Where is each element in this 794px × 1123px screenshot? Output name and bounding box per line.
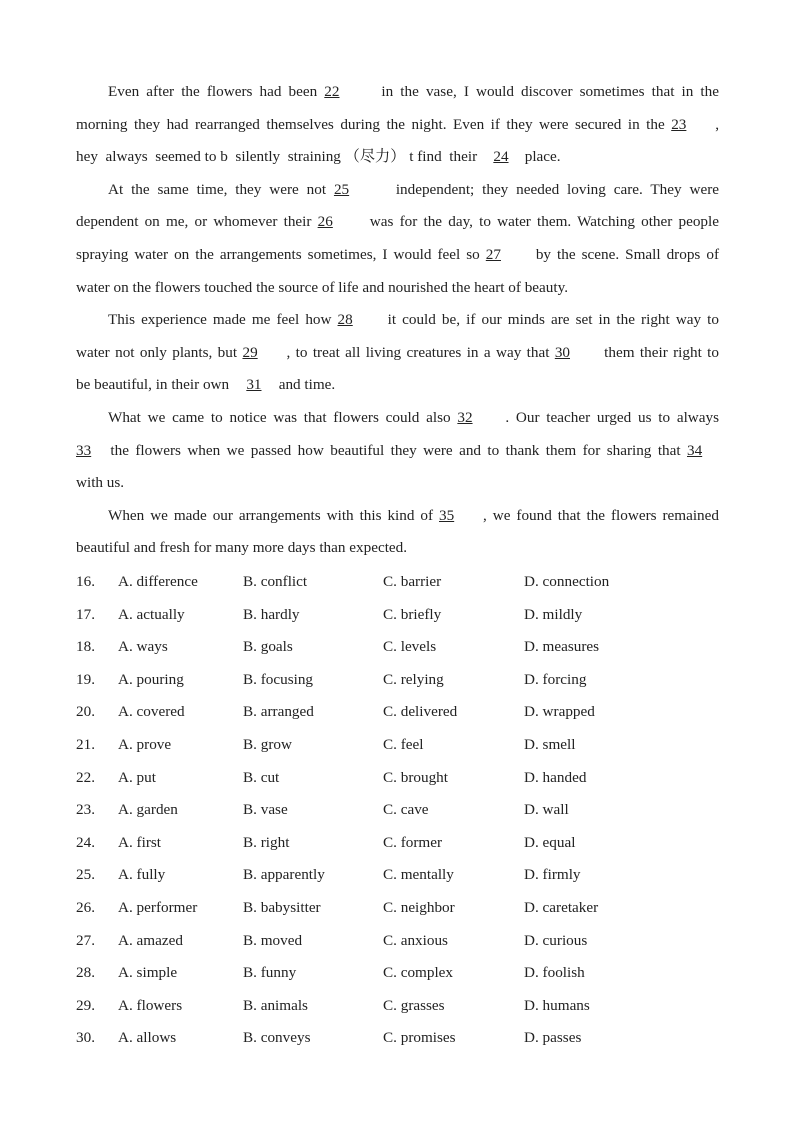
option-d: D. mildly (524, 605, 583, 623)
passage-text: them their right to (598, 343, 719, 361)
option-b: B. goals (243, 638, 293, 656)
passage-text: spraying water on the arrangements sometimes, I would feel so (76, 245, 486, 263)
question-options-row (76, 664, 736, 697)
option-b: B. cut (243, 768, 280, 786)
option-c: C. brought (383, 768, 448, 786)
option-d: D. curious (524, 931, 588, 949)
answer-blank: 34 (687, 441, 703, 459)
option-c: C. delivered (383, 703, 458, 721)
option-d: D. foolish (524, 964, 585, 982)
passage-text: morning they had rearranged themselves during the night. Even if they were secured in the (76, 115, 672, 133)
option-d: D. smell (524, 735, 576, 753)
question-number: 30. (76, 1029, 95, 1047)
passage-text: dependent on me, or whomever their (76, 213, 318, 231)
option-b: B. right (243, 833, 290, 851)
question-number: 26. (76, 898, 95, 916)
reading-passage (76, 76, 719, 565)
answer-blank: 26 (317, 213, 333, 231)
option-b: B. moved (243, 931, 303, 949)
question-options-row (76, 827, 736, 860)
option-c: C. barrier (383, 573, 442, 590)
question-number: 18. (76, 638, 95, 656)
option-c: C. neighbor (383, 898, 455, 916)
option-a: A. garden (118, 801, 178, 819)
answer-blank: 30 (554, 343, 570, 361)
question-number: 29. (76, 996, 95, 1014)
option-c: C. briefly (383, 605, 442, 623)
option-c: C. cave (383, 801, 429, 819)
option-b: B. babysitter (243, 898, 321, 916)
passage-text: be beautiful, in their own (76, 376, 233, 394)
option-d: D. humans (524, 996, 590, 1014)
option-a: A. performer (118, 898, 198, 916)
option-c: C. feel (383, 735, 424, 753)
answer-blank: 24 (493, 148, 509, 166)
passage-text: by the scene. Small drops of (529, 245, 720, 263)
passage-text: hey always seemed to b silently straining （尽力） t find their (76, 148, 481, 166)
option-a: A. amazed (118, 931, 183, 949)
option-c: C. former (383, 833, 443, 851)
option-d: D. connection (524, 573, 610, 590)
passage-text: water on the flowers touched the source of life and nourished the heart of beauty. (76, 278, 569, 296)
answer-blank: 25 (333, 180, 350, 198)
passage-text: When we made our arrangements with this kind of (108, 506, 439, 524)
option-b: B. hardly (243, 605, 300, 623)
option-c: C. relying (383, 670, 444, 688)
question-number: 20. (76, 703, 95, 721)
answer-blank: 32 (457, 408, 473, 426)
passage-line (76, 109, 719, 142)
passage-text: and time. (274, 376, 336, 394)
option-a: A. simple (118, 964, 178, 982)
option-d: D. caretaker (524, 898, 599, 916)
passage-line (76, 141, 719, 174)
option-b: B. apparently (243, 866, 325, 884)
question-number: 19. (76, 670, 95, 688)
passage-line (76, 435, 719, 468)
option-a: A. pouring (118, 670, 184, 688)
passage-text: was for the day, to water them. Watching other people (363, 213, 719, 231)
option-a: A. put (118, 768, 156, 786)
option-a: A. allows (118, 1029, 177, 1047)
passage-line (76, 272, 719, 305)
passage-text: , to treat all living creatures in a way that (286, 343, 555, 361)
passage-text: At the same time, they were not (108, 180, 334, 198)
option-c: C. mentally (383, 866, 454, 884)
question-options-row (76, 794, 736, 827)
passage-text: in the vase, I would discover sometimes that in the (374, 83, 719, 100)
answer-blank: 23 (671, 115, 687, 133)
question-number: 25. (76, 866, 95, 884)
passage-text: with us. (76, 474, 125, 492)
passage-line (76, 500, 719, 533)
passage-text: , (715, 115, 719, 133)
passage-text: it could be, if our minds are set in the right way to (381, 311, 719, 329)
passage-line (76, 402, 719, 435)
passage-line (76, 76, 719, 109)
passage-text: water not only plants, but (76, 343, 243, 361)
answer-blank: 29 (242, 343, 258, 361)
passage-text: independent; they needed loving care. They were (387, 180, 719, 198)
passage-text: What we came to notice was that flowers could also (108, 408, 458, 426)
answer-blank: 22 (324, 83, 340, 100)
option-d: D. wall (524, 801, 569, 819)
passage-line (76, 532, 719, 565)
question-options-row (76, 631, 736, 664)
answer-blank: 33 (76, 441, 92, 459)
question-options-row (76, 599, 736, 632)
option-a: A. difference (118, 573, 198, 590)
option-d: D. measures (524, 638, 600, 656)
passage-line (76, 369, 719, 402)
question-options-row (76, 925, 736, 958)
option-d: D. handed (524, 768, 587, 786)
answer-options-list (76, 566, 736, 1055)
option-d: D. passes (524, 1029, 582, 1047)
answer-blank: 27 (485, 245, 501, 263)
passage-line (76, 206, 719, 239)
question-options-row (76, 892, 736, 925)
passage-line (76, 174, 719, 207)
question-options-row (76, 729, 736, 762)
option-c: C. anxious (383, 931, 448, 949)
option-b: B. grow (243, 735, 292, 753)
question-options-row (76, 566, 736, 599)
question-number: 27. (76, 931, 95, 949)
passage-text: This experience made me feel how (108, 311, 338, 329)
option-a: A. fully (118, 866, 166, 884)
question-options-row (76, 859, 736, 892)
option-a: A. covered (118, 703, 185, 721)
option-c: C. levels (383, 638, 437, 656)
passage-line (76, 304, 719, 337)
option-b: B. conveys (243, 1029, 311, 1047)
question-options-row (76, 696, 736, 729)
option-d: D. forcing (524, 670, 587, 688)
option-d: D. equal (524, 833, 576, 851)
question-number: 28. (76, 964, 95, 982)
passage-text: beautiful and fresh for many more days than expected. (76, 539, 408, 557)
answer-blank: 35 (439, 506, 455, 524)
question-number: 22. (76, 768, 95, 786)
answer-blank: 31 (246, 376, 262, 394)
passage-line (76, 337, 719, 370)
passage-text: the flowers when we passed how beautiful they were and to thank them for sharing that (104, 441, 687, 459)
option-a: A. actually (118, 605, 185, 623)
option-b: B. conflict (243, 573, 308, 590)
question-number: 23. (76, 801, 95, 819)
answer-blank: 28 (337, 311, 353, 329)
option-b: B. focusing (243, 670, 314, 688)
option-b: B. funny (243, 964, 297, 982)
passage-line (76, 239, 719, 272)
option-c: C. complex (383, 964, 454, 982)
passage-text: . Our teacher urged us to always (505, 408, 719, 426)
question-options-row (76, 957, 736, 990)
option-d: D. wrapped (524, 703, 595, 721)
option-a: A. first (118, 833, 162, 851)
question-number: 21. (76, 735, 95, 753)
question-options-row (76, 990, 736, 1023)
question-number: 16. (76, 573, 95, 590)
option-a: A. flowers (118, 996, 183, 1014)
question-number: 17. (76, 605, 95, 623)
option-c: C. promises (383, 1029, 456, 1047)
question-options-row (76, 762, 736, 795)
passage-line (76, 467, 719, 500)
option-d: D. firmly (524, 866, 581, 884)
passage-text: Even after the flowers had been (108, 83, 325, 100)
option-b: B. animals (243, 996, 308, 1014)
question-options-row (76, 1022, 736, 1055)
option-b: B. arranged (243, 703, 314, 721)
option-c: C. grasses (383, 996, 445, 1014)
option-a: A. ways (118, 638, 168, 656)
passage-text: place. (520, 148, 561, 166)
option-b: B. vase (243, 801, 288, 819)
question-number: 24. (76, 833, 95, 851)
passage-text: , we found that the flowers remained (483, 506, 719, 524)
option-a: A. prove (118, 735, 172, 753)
